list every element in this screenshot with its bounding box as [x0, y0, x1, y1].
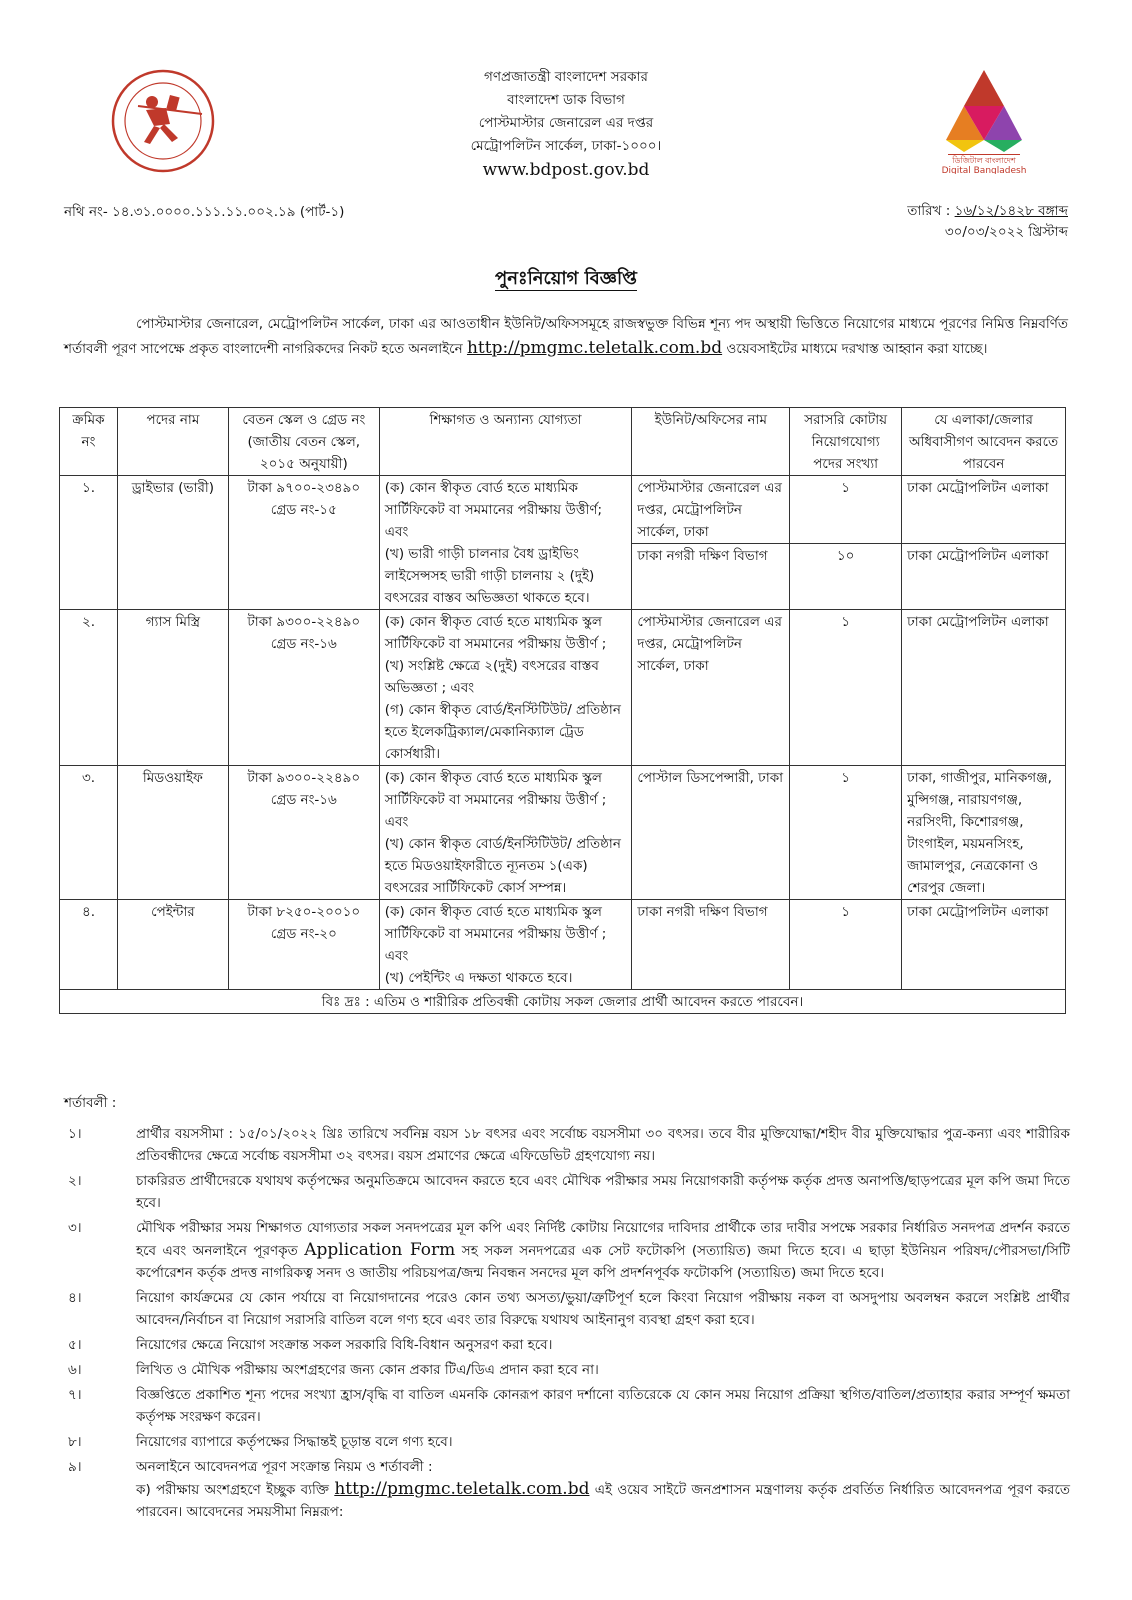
office-cell: পোস্টাল ডিসপেন্সারী, ঢাকা — [632, 766, 790, 900]
qualification-cell — [379, 766, 632, 900]
term-text: লিখিত ও মৌখিক পরীক্ষায় অংশগ্রহণের জন্য কোন প্রকার টিএ/ডিএ প্রদান করা হবে না। — [136, 1362, 599, 1378]
scale-text: টাকা ৮২৫০-২০০১০ — [247, 904, 361, 920]
digital-bangladesh-bn-text: ডিজিটাল বাংলাদেশ — [952, 156, 1016, 165]
intro-text-after: ওয়েবসাইটের মাধ্যমে দরখাস্ত আহ্বান করা যাচ্ছে। — [722, 341, 988, 357]
term-number: ৫। — [68, 1337, 82, 1353]
count-cell: ১ — [790, 476, 902, 544]
scale-cell — [228, 476, 379, 610]
qual-item: (ক) কোন স্বীকৃত বোর্ড হতে মাধ্যমিক সার্টিফিকেট বা সমমানের পরীক্ষায় উত্তীর্ণ; এবং — [384, 480, 603, 540]
term-text: অনলাইনে আবেদনপত্র পূরণ সংক্রান্ত নিয়ম ও শর্তাবলী : — [136, 1459, 433, 1475]
post-cell: মিডওয়াইফ — [117, 766, 228, 900]
date-block — [907, 201, 1068, 243]
serial-cell: ৪. — [60, 900, 118, 990]
term-text: এই ওয়েব সাইটে জনপ্রশাসন মন্ত্রণালয় কর্তৃক প্রবর্তিত নির্ধারিত আবেদনপত্র পূরণ করতে পারবেন। আবেদনের সময়সীমা নিম্নরূপ: — [136, 1482, 1071, 1520]
qual-item: (খ) ভারী গাড়ী চালনার বৈধ ড্রাইভিং লাইসেন্সসহ ভারী গাড়ী চালনায় ২ (দুই) বৎসরের বাস্তব অভিজ্ঞতা থাকতে হবে। — [384, 546, 595, 606]
col-qualification: শিক্ষাগত ও অন্যান্য যোগ্যতা — [379, 408, 632, 476]
term-item — [64, 1334, 1070, 1356]
term-text: নিয়োগের ব্যাপারে কর্তৃপক্ষের সিদ্ধান্তই চূড়ান্ত বলে গণ্য হবে। — [136, 1434, 453, 1450]
term-item — [64, 1431, 1070, 1453]
post-cell: পেইন্টার — [117, 900, 228, 990]
qual-item: (গ) কোন স্বীকৃত বোর্ড/ইনস্টিটিউট/ প্রতিষ্ঠান হতে ইলেকট্রিক্যাল/মেকানিক্যাল ট্রেড কোর্সধারী। — [384, 702, 621, 762]
col-area: যে এলাকা/জেলার অধিবাসীগণ আবেদন করতে পারবেন — [902, 408, 1066, 476]
website-link[interactable]: www.bdpost.gov.bd — [482, 160, 650, 180]
term-item — [64, 1123, 1070, 1167]
qual-item: (খ) পেইন্টিং এ দক্ষতা থাকতে হবে। — [384, 970, 573, 986]
term-text: মৌখিক পরীক্ষার সময় শিক্ষাগত যোগ্যতার সকল সনদপত্রের মূল কপি এবং নির্দিষ্ট কোটায় নিয়োগের দাবিদার প্রার্থীকে তার দাবীর সপক্ষে সরকার নির্ধারিত সনদপত্র প্রদর্শন করতে হবে এবং অনলাইনে পূরণকৃত — [136, 1220, 1070, 1259]
date-bangla: ১৬/১২/১৪২৮ বঙ্গাব্দ — [954, 203, 1068, 219]
digital-bangladesh-en-text: Digital Bangladesh — [941, 166, 1027, 174]
scale-text: টাকা ৯৭০০-২৩৪৯০ — [247, 480, 361, 496]
office-cell: ঢাকা নগরী দক্ষিণ বিভাগ — [632, 544, 790, 610]
qual-item: (ক) কোন স্বীকৃত বোর্ড হতে মাধ্যমিক স্কুল সার্টিফিকেট বা সমমানের পরীক্ষায় উত্তীর্ণ ; এবং — [384, 904, 607, 964]
grade-text: গ্রেড নং-১৬ — [270, 636, 337, 652]
qual-item: (ক) কোন স্বীকৃত বোর্ড হতে মাধ্যমিক স্কুল সার্টিফিকেট বা সমমানের পরীক্ষায় উত্তীর্ণ ; — [384, 614, 607, 652]
qual-item: (ক) কোন স্বীকৃত বোর্ড হতে মাধ্যমিক স্কুল সার্টিফিকেট বা সমমানের পরীক্ষায় উত্তীর্ণ ; এবং — [384, 770, 607, 830]
qualification-cell — [379, 900, 632, 990]
file-number: নথি নং- ১৪.৩১.০০০০.১১১.১১.০০২.১৯ (পার্ট-১) — [64, 204, 345, 220]
intro-paragraph — [64, 312, 1068, 361]
table-note: বিঃ দ্রঃ : এতিম ও শারীরিক প্রতিবন্ধী কোটায় সকল জেলার প্রার্থী আবেদন করতে পারবেন। — [60, 990, 1066, 1014]
table-note-row — [60, 990, 1066, 1014]
term-number: ৭। — [68, 1387, 82, 1403]
office-cell: ঢাকা নগরী দক্ষিণ বিভাগ — [632, 900, 790, 990]
date-label: তারিখ : — [907, 203, 951, 219]
term-item — [64, 1359, 1070, 1381]
office-cell: পোস্টমাস্টার জেনারেল এর দপ্তর, মেট্রোপলিটন সার্কেল, ঢাকা — [632, 476, 790, 544]
term-text: চাকরিরত প্রার্থীদেরকে যথাযথ কর্তৃপক্ষের অনুমতিক্রমে আবেদন করতে হবে এবং মৌখিক পরীক্ষার সময় নিয়োগকারী কর্তৃপক্ষ কর্তৃক প্রদত্ত অনাপত্তি/ছাড়পত্রের মূল কপি জমা দিতে হবে। — [136, 1173, 1070, 1211]
count-cell: ১ — [790, 610, 902, 766]
table-row — [60, 476, 1066, 544]
table-row — [60, 900, 1066, 990]
area-cell: ঢাকা মেট্রোপলিটন এলাকা — [902, 476, 1066, 544]
count-cell: ১ — [790, 766, 902, 900]
term-number: ৮। — [68, 1434, 82, 1450]
teletalk-link[interactable]: http://pmgmc.teletalk.com.bd — [334, 1479, 590, 1499]
teletalk-link[interactable]: http://pmgmc.teletalk.com.bd — [466, 338, 723, 358]
address-line: মেট্রোপলিটন সার্কেল, ঢাকা-১০০০। — [470, 138, 662, 154]
area-cell: ঢাকা, গাজীপুর, মানিকগঞ্জ, মুন্সিগঞ্জ, নারায়ণগঞ্জ, নরসিংদী, কিশোরগঞ্জ, টাংগাইল, ময়মনসিংহ, জামালপুর, নেত্রকোনা ও শেরপুর জেলা। — [902, 766, 1066, 900]
page-title-text: পুনঃনিয়োগ বিজ্ঞপ্তি — [495, 268, 637, 289]
scale-cell — [228, 766, 379, 900]
term-number: ২। — [68, 1173, 82, 1189]
table-row — [60, 610, 1066, 766]
term-text: বিজ্ঞপ্তিতে প্রকাশিত শূন্য পদের সংখ্যা হ্রাস/বৃদ্ধি বা বাতিল এমনকি কোনরূপ কারণ দর্শানো ব্যতিরেকে যে কোন সময় নিয়োগ প্রক্রিয়া স্থগিত/বাতিল/প্রত্যাহার করার সম্পূর্ণ ক্ষমতা কর্তৃপক্ষ সংরক্ষণ করেন। — [136, 1387, 1070, 1425]
serial-cell: ৩. — [60, 766, 118, 900]
letterhead — [0, 66, 1132, 181]
term-number: ৬। — [68, 1362, 82, 1378]
term-text: সহ সকল সনদপত্রের এক সেট ফটোকপি (সত্যায়িত) জমা দিতে হবে। এ ছাড়া ইউনিয়ন পরিষদ/পৌরসভা/সিটি কর্পোরেশন কর্তৃক প্রদত্ত নাগরিকত্ব সনদ ও জাতীয় পরিচয়পত্র/জন্ম নিবন্ধন সনদের মূল কপি প্রদর্শনপূর্বক ফটোকপি (সত্যায়িত) জমা দিতে হবে। — [136, 1243, 1070, 1281]
qualification-cell — [379, 476, 632, 610]
grade-text: গ্রেড নং-১৬ — [270, 792, 337, 808]
scale-cell — [228, 900, 379, 990]
term-text: ক) পরীক্ষায় অংশগ্রহণে ইচ্ছুক ব্যক্তি — [136, 1482, 335, 1498]
qualification-cell — [379, 610, 632, 766]
scale-text: টাকা ৯৩০০-২২৪৯০ — [247, 614, 361, 630]
count-cell: ১০ — [790, 544, 902, 610]
serial-cell: ১. — [60, 476, 118, 610]
col-post: পদের নাম — [117, 408, 228, 476]
term-text: নিয়োগ কার্যক্রমের যে কোন পর্যায়ে বা নিয়োগদানের পরেও কোন তথ্য অসত্য/ভুয়া/ত্রুটিপূর্ণ হলে কিংবা নিয়োগ পরীক্ষায় নকল বা অসদুপায় অবলম্বন করলে সংশ্লিষ্ট প্রার্থীর আবেদন/নির্বাচন বা নিয়োগ সরাসরি বাতিল বলে গণ্য হবে এবং তার বিরুদ্ধে যথাযথ আইনানুগ ব্যবস্থা গ্রহণ করা হবে। — [136, 1290, 1070, 1328]
term-text: প্রার্থীর বয়সসীমা : ১৫/০১/২০২২ খ্রিঃ তারিখে সর্বনিম্ন বয়স ১৮ বৎসর এবং সর্বোচ্চ বয়সসীমা ৩০ বৎসর। তবে বীর মুক্তিযোদ্ধা/শহীদ বীর মুক্তিযোদ্ধার পুত্র-কন্যা এবং শারীরিক প্রতিবন্ধীদের ক্ষেত্রে সর্বোচ্চ বয়সসীমা ৩২ বৎসর। বয়স প্রমাণের ক্ষেত্রে এফিডেভিট গ্রহণযোগ্য নয়। — [136, 1126, 1070, 1164]
terms-list — [64, 1123, 1070, 1526]
office-cell: পোস্টমাস্টার জেনারেল এর দপ্তর, মেট্রোপলিটন সার্কেল, ঢাকা — [632, 610, 790, 766]
grade-text: গ্রেড নং-১৫ — [270, 502, 337, 518]
term-number: ৩। — [68, 1220, 82, 1236]
table-row — [60, 766, 1066, 900]
col-office: ইউনিট/অফিসের নাম — [632, 408, 790, 476]
col-count: সরাসরি কোটায় নিয়োগযোগ্য পদের সংখ্যা — [790, 408, 902, 476]
term-text: নিয়োগের ক্ষেত্রে নিয়োগ সংক্রান্ত সকল সরকারি বিধি-বিধান অনুসরণ করা হবে। — [136, 1337, 553, 1353]
scale-text: টাকা ৯৩০০-২২৪৯০ — [247, 770, 361, 786]
date-gregorian: ৩০/০৩/২০২২ খ্রিস্টাব্দ — [944, 224, 1068, 240]
term-item — [64, 1384, 1070, 1428]
digital-bangladesh-logo — [934, 68, 1034, 174]
qual-item: (খ) কোন স্বীকৃত বোর্ড/ইনস্টিটিউট/ প্রতিষ্ঠান হতে মিডওয়াইফারীতে ন্যূনতম ১(এক) বৎসরের সার্টিফিকেট কোর্স সম্পন্ন। — [384, 836, 621, 896]
grade-text: গ্রেড নং-২০ — [270, 926, 337, 942]
area-cell: ঢাকা মেট্রোপলিটন এলাকা — [902, 544, 1066, 610]
page-title — [0, 264, 1132, 295]
intro-text-before: পোস্টমাস্টার জেনারেল, মেট্রোপলিটন সার্কেল, ঢাকা এর আওতাধীন ইউনিট/অফিসসমূহে রাজস্বভুক্ত বিভিন্ন শূন্য পদ অস্থায়ী ভিত্তিতে নিয়োগের মাধ্যমে পূরণের নিমিত্ত নিম্নবর্ণিত শর্তাবলী পূরণ সাপেক্ষে প্রকৃত বাংলাদেশী নাগরিকদের নিকট হতে অনলাইনে — [64, 316, 1068, 357]
term-subitem — [136, 1478, 1070, 1523]
department-line: বাংলাদেশ ডাক বিভাগ — [507, 92, 625, 108]
application-form-text: Application Form — [304, 1240, 456, 1260]
scale-cell — [228, 610, 379, 766]
term-number: ১। — [68, 1126, 82, 1142]
qual-item: (খ) সংশ্লিষ্ট ক্ষেত্রে ২(দুই) বৎসরের বাস্তব অভিজ্ঞতা ; এবং — [384, 658, 599, 696]
term-number: ৪। — [68, 1290, 82, 1306]
table-header-row — [60, 408, 1066, 476]
serial-cell: ২. — [60, 610, 118, 766]
reference-line — [64, 201, 1068, 241]
term-item — [64, 1456, 1070, 1523]
area-cell: ঢাকা মেট্রোপলিটন এলাকা — [902, 900, 1066, 990]
count-cell: ১ — [790, 900, 902, 990]
office-line: পোস্টমাস্টার জেনারেল এর দপ্তর — [478, 115, 654, 131]
post-cell: গ্যাস মিস্ত্রি — [117, 610, 228, 766]
terms-heading: শর্তাবলী : — [64, 1095, 117, 1111]
col-serial: ক্রমিক নং — [60, 408, 118, 476]
post-cell: ড্রাইভার (ভারী) — [117, 476, 228, 610]
term-item — [64, 1287, 1070, 1331]
vacancy-table — [59, 407, 1066, 1014]
term-number: ৯। — [68, 1459, 82, 1475]
area-cell: ঢাকা মেট্রোপলিটন এলাকা — [902, 610, 1066, 766]
term-item — [64, 1170, 1070, 1214]
govt-line: গণপ্রজাতন্ত্রী বাংলাদেশ সরকার — [484, 69, 648, 85]
col-scale: বেতন স্কেল ও গ্রেড নং (জাতীয় বেতন স্কেল, ২০১৫ অনুযায়ী) — [228, 408, 379, 476]
term-item — [64, 1217, 1070, 1284]
